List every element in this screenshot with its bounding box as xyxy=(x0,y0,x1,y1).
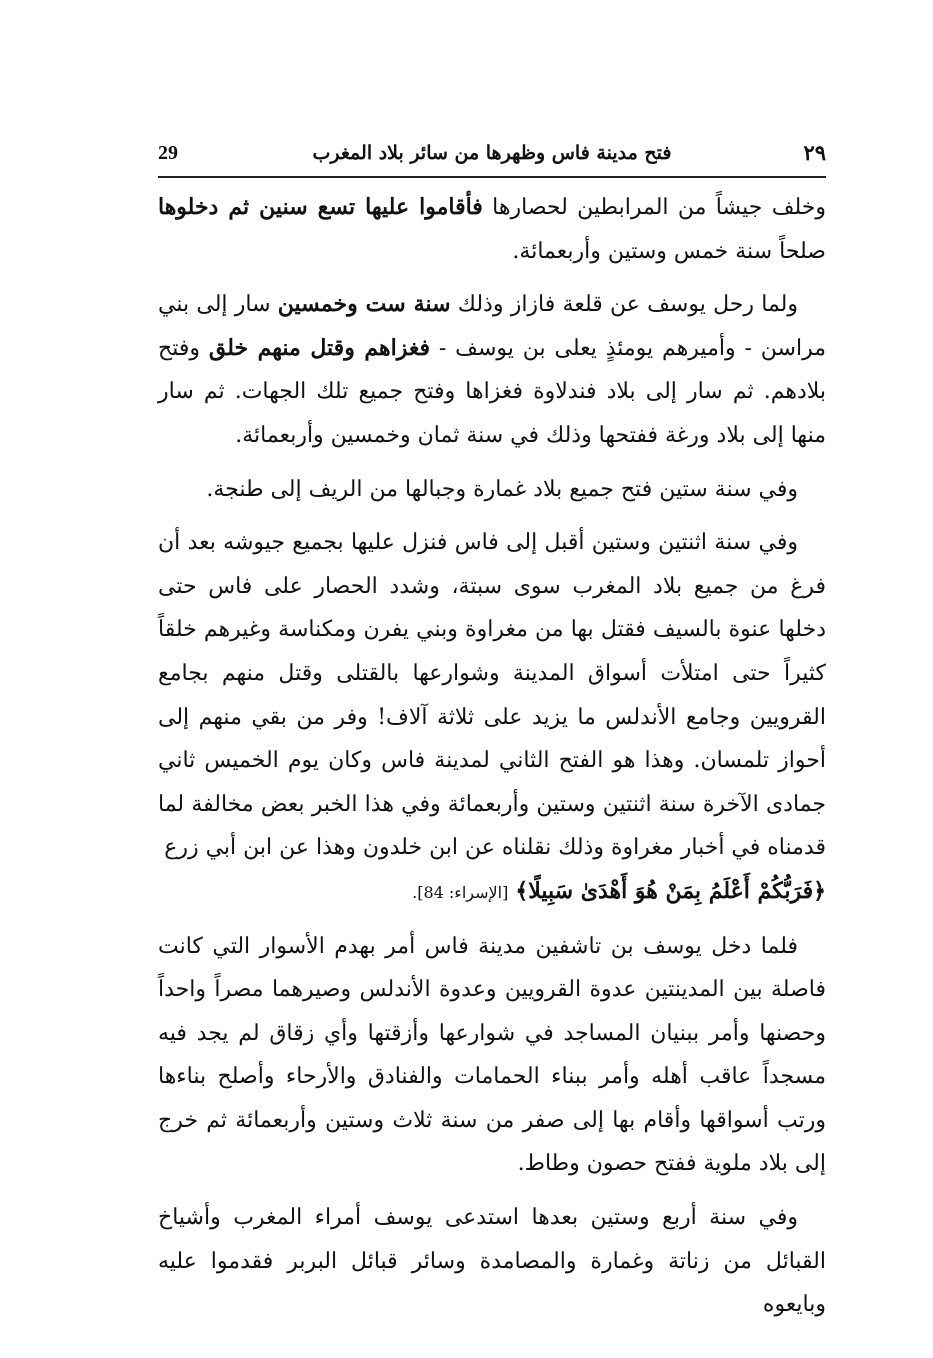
body-text xyxy=(158,186,826,1337)
running-title: فتح مدينة فاس وظهرها من سائر بلاد المغرب xyxy=(312,142,672,164)
paragraph-4 xyxy=(158,521,826,914)
page-number-arabic: ٢٩ xyxy=(803,140,826,165)
paragraph-1 xyxy=(158,186,826,273)
paragraph-4-text: وفي سنة اثنتين وستين أقبل إلى فاس فنزل عليها بجميع جيوشه بعد أن فرغ من جميع بلاد المغرب سوى سبتة، وشدد الحصار على فاس حتى دخلها عنوة بالسيف فقتل بها من مغراوة وبني يفرن ومكناسة وغيرهم خلقاً كثيراً حتى امتلأت أسواق المدينة وشوارعها بالقتلى وقتل منهم بجامع القرويين وجامع الأندلس ما يزيد على ثلاثة آلاف! وفر من بقي منهم إلى أحواز تلمسان. وهذا هو الفتح الثاني لمدينة فاس وكان يوم الخميس ثاني جمادى الآخرة سنة اثنتين وستين وأربعمائة وفي هذا الخبر بعض مخالفة لما قدمناه في أخبار مغراوة وذلك نقلناه عن ابن خلدون وهذا عن ابن أبي زرع xyxy=(158,530,826,861)
paragraph-2-bold-1: سنة ست وخمسين xyxy=(277,291,451,318)
paragraph-1-bold: فأقاموا عليها تسع سنين ثم دخلوها xyxy=(158,194,483,220)
page-number-latin: 29 xyxy=(158,142,178,164)
paragraph-6: وفي سنة أربع وستين بعدها استدعى يوسف أمراء المغرب وأشياخ القبائل من زناتة وغمارة والمصامدة وسائر قبائل البربر فقدموا عليه وبايعوه xyxy=(158,1205,826,1318)
paragraph-2-part-a: ولما رحل يوسف عن قلعة فازاز وذلك xyxy=(450,292,798,318)
paragraph-1-part-a: وخلف جيشاً من المرابطين لحصارها xyxy=(482,195,826,220)
quran-reference: [الإسراء: 84]. xyxy=(412,882,509,902)
quran-line xyxy=(412,879,826,904)
paragraph-2-bold-2: فغزاهم وقتل منهم خلق xyxy=(208,334,430,361)
paragraph-2-part-e: وفتح بلادهم. ثم سار إلى بلاد فندلاوة فغزاها وفتح جميع تلك الجهات. ثم سار منها إلى بلاد ورغة ففتحها وذلك في سنة ثمان وخمسين وأربعمائة. xyxy=(158,335,826,448)
paragraph-2-part-c: سار إلى بني مراسن - وأميرهم يومئذٍ يعلى بن يوسف - xyxy=(158,292,826,361)
page-header xyxy=(158,136,826,178)
quran-verse: ﴿فَرَبُّكُمْ أَعْلَمُ بِمَنْ هُوَ أَهْدَىٰ سَبِيلًا﴾ xyxy=(515,877,826,904)
paragraph-1-part-c: صلحاً سنة خمس وستين وأربعمائة. xyxy=(512,238,826,264)
paragraph-3: وفي سنة ستين فتح جميع بلاد غمارة وجبالها من الريف إلى طنجة. xyxy=(206,476,798,502)
paragraph-2 xyxy=(158,283,826,457)
paragraph-5: فلما دخل يوسف بن تاشفين مدينة فاس أمر بهدم الأسوار التي كانت فاصلة بين المدينتين عدوة القرويين وعدوة الأندلس وصيرهما مصراً واحداً وحصنها وأمر ببنيان المساجد في شوارعها وأزقتها وأي زقاق لم يجد فيه مسجداً عاقب أهله وأمر ببناء الحمامات والفنادق والأرحاء وأصلح بناءها ورتب أسواقها وأقام بها إلى صفر من سنة ثلاث وستين وأربعمائة ثم خرج إلى بلاد ملوية ففتح حصون وطاط. xyxy=(158,933,826,1177)
